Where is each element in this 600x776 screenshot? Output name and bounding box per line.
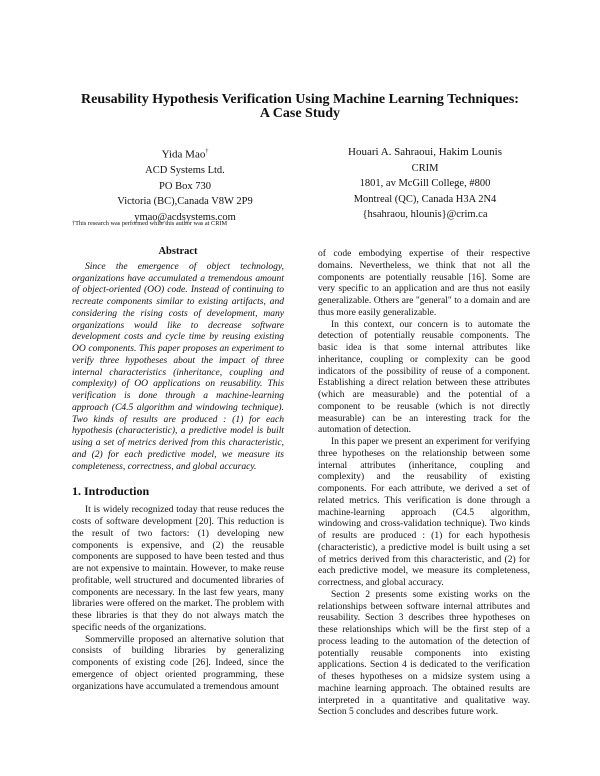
- title-line-2: A Case Study: [259, 106, 341, 121]
- address-line: Victoria (BC),Canada V8W 2P9: [117, 196, 253, 208]
- affiliation: ACD Systems Ltd.: [145, 165, 225, 177]
- paragraph: In this context, our concern is to automate the detection of potentially reusable components. The basic idea is that some internal attributes like inheritance, coupling or complexity can be good indicators of the possibility of reuse of a component. Establishing a direct relation between these attributes (which are measurable) and the potential of a component to be reusable (which is not directly measurable) can be an interesting track for the automation of detection.: [318, 318, 530, 436]
- abstract-text: Since the emergence of object technology, organizations have accumulated a tremendous amount of object-oriented (OO) code. Instead of continuing to recreate components similar to existing artifacts, and considering the rising costs of development, many organizations would like to decrease software development costs and cycle time by reusing existing OO components. This paper proposes an experiment to verify three hypotheses about the impact of three internal characteristics (inheritance, coupling and complexity) of OO applications on reusability. This verification is done through a machine-learning approach (C4.5 algorithm and windowing technique). Two kinds of results are produced : (1) for each hypothesis (characteristic), a predictive model is built using a set of metrics derived from this characteristic, and (2) for each predictive model, we measure its completeness, correctness, and global accuracy.: [72, 260, 284, 472]
- paragraph: In this paper we present an experiment for verifying three hypotheses on the relationship between some internal attributes (inheritance, coupling and complexity) and the reusability of existing components. For each attribute, we derived a set of related metrics. This verification is done through a machine-learning approach (C4.5 algorithm, windowing and cross-validation technique). Two kinds of results are produced : (1) for each hypothesis (characteristic), a predictive model is built using a set of metrics derived from this characteristic, and (2) for each predictive model, we measure its completeness, correctness, and global accuracy.: [318, 436, 530, 588]
- paragraph: of code embodying expertise of their respective domains. Nevertheless, we think that not all the components are potentially reusable [16]. Some are very specific to an application and are thus not easily generalizable. Others are "general" to a domain and are thus more easily generalizable.: [318, 248, 530, 318]
- footnote-mark: †: [205, 149, 209, 155]
- author-email: {hsahraou, hlounis}@crim.ca: [362, 209, 488, 220]
- author-email: ymao@acdsystems.com: [134, 211, 236, 223]
- left-column: [72, 246, 284, 692]
- section-heading-introduction: 1. Introduction: [72, 484, 150, 499]
- paragraph: Section 2 presents some existing works on the relationships between software internal attributes and reusability. Section 3 describes three hypotheses on these relationships which will be the first step of a process leading to the automation of the detection of potentially reusable components into existing applications. Section 4 is dedicated to the verification of theses hypotheses on a midsize system using a machine learning approach. The obtained results are interpreted in a quantitative and qualitative way. Section 5 concludes and describes future work.: [318, 588, 530, 718]
- footnote: †This research was performed while this author was at CRIM: [72, 220, 228, 227]
- paper-title: [40, 93, 560, 121]
- paragraph: It is widely recognized today that reuse reduces the costs of software development [20]. This reduction is the result of two factors: (1) developing new components is expensive, and (2) the reusable components are supposed to have been tested and thus are not expensive to maintain. However, to make reuse profitable, well structured and documented libraries of components are necessary. In the last few years, many libraries were offered on the market. The problem with these libraries is that they do not always match the specific needs of the organizations.: [72, 504, 284, 633]
- affiliation: CRIM: [411, 162, 439, 174]
- address-line: Montreal (QC), Canada H3A 2N4: [353, 193, 497, 205]
- abstract-heading: Abstract: [158, 246, 198, 257]
- right-column: [318, 248, 530, 718]
- address-line: PO Box 730: [159, 180, 211, 192]
- paragraph: Sommerville proposed an alternative solution that consists of building libraries by generalizing components of existing code [26]. Indeed, since the emergence of object oriented programming, these organizations have accumulated a tremendous amount: [72, 633, 284, 692]
- abstract: [72, 261, 284, 473]
- author-name: Yida Mao: [161, 148, 206, 161]
- address-line: 1801, av McGill College, #800: [359, 178, 491, 189]
- author-block-2: [310, 145, 540, 223]
- author-block-1: [70, 145, 300, 225]
- author-name: Houari A. Sahraoui, Hakim Lounis: [348, 146, 502, 158]
- title-line-1: Reusability Hypothesis Verification Using Machine Learning Techniques:: [81, 92, 519, 107]
